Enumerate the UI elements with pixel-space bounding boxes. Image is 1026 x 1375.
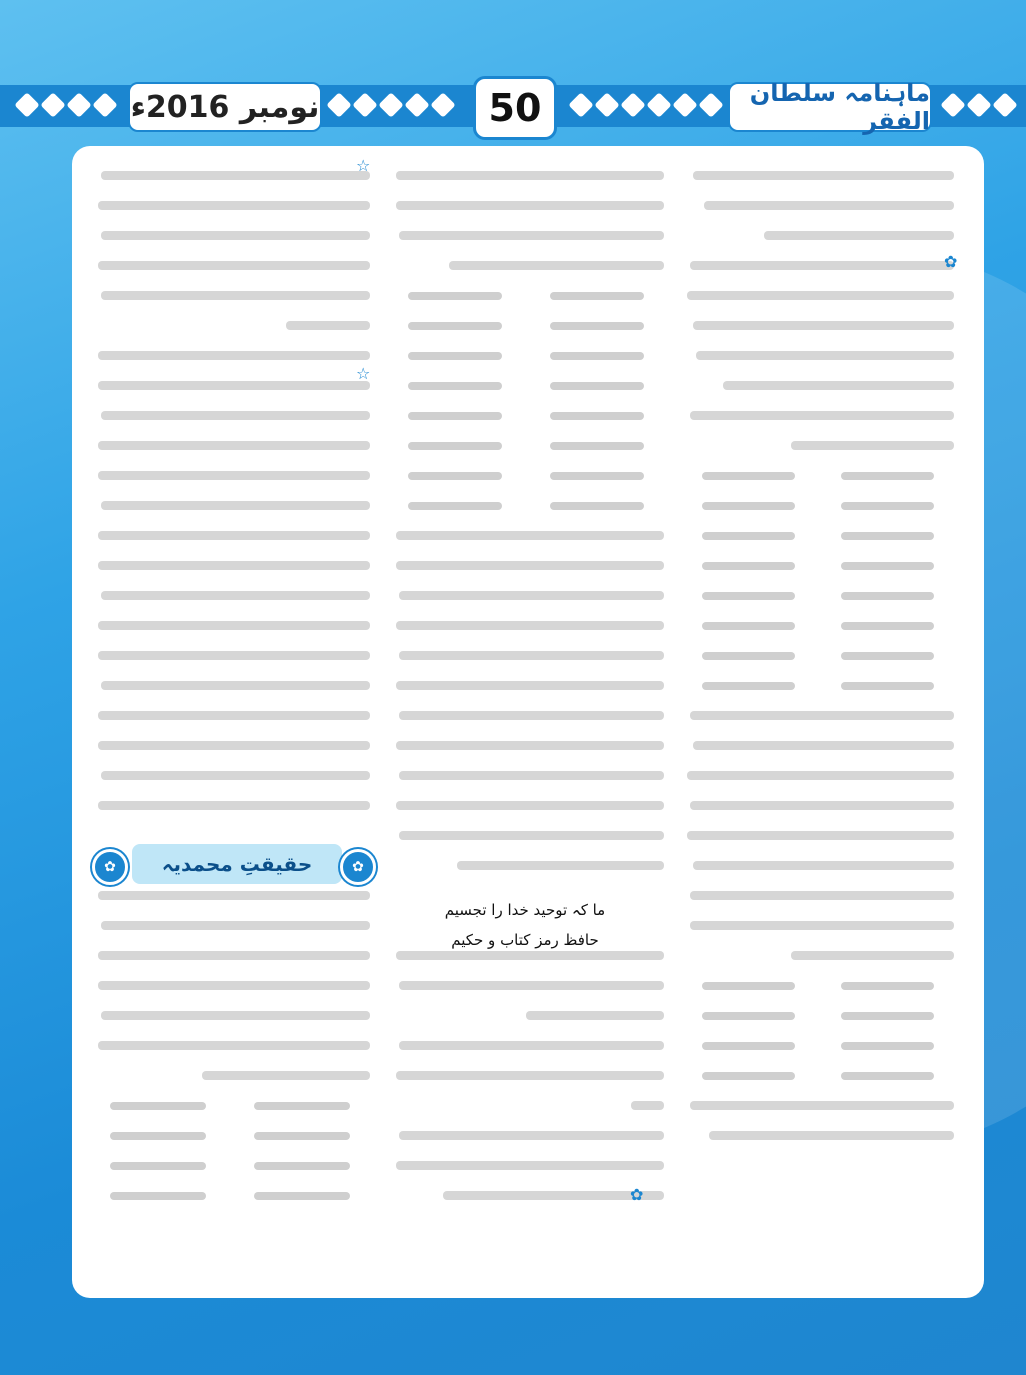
verse-line bbox=[388, 430, 664, 460]
text-line bbox=[388, 550, 664, 580]
verse-line bbox=[682, 670, 954, 700]
text-line bbox=[682, 370, 954, 400]
text-line bbox=[388, 790, 664, 820]
text-line bbox=[90, 1030, 370, 1060]
verse-line bbox=[682, 550, 954, 580]
text-line bbox=[682, 280, 954, 310]
flower-medallion-icon: ✿ bbox=[92, 849, 128, 885]
verse-line bbox=[90, 1090, 370, 1120]
verse-line bbox=[388, 460, 664, 490]
verse-line-1: ما کہ توحید خدا را تجسیم bbox=[444, 901, 606, 919]
text-line bbox=[682, 400, 954, 430]
flower-medallion-icon: ✿ bbox=[340, 849, 376, 885]
text-line bbox=[388, 670, 664, 700]
text-line bbox=[388, 1000, 664, 1030]
text-line bbox=[90, 250, 370, 280]
text-line bbox=[90, 970, 370, 1000]
text-line bbox=[388, 700, 664, 730]
verse-line bbox=[90, 1120, 370, 1150]
text-line bbox=[388, 160, 664, 190]
text-line bbox=[90, 370, 370, 400]
text-line bbox=[90, 670, 370, 700]
text-line bbox=[90, 340, 370, 370]
text-line bbox=[90, 730, 370, 760]
verse-line bbox=[682, 610, 954, 640]
text-line bbox=[682, 910, 954, 940]
text-line bbox=[682, 340, 954, 370]
text-column-right bbox=[682, 160, 954, 1150]
text-line bbox=[682, 790, 954, 820]
page-number: 50 bbox=[473, 76, 557, 140]
text-line bbox=[90, 280, 370, 310]
text-line bbox=[388, 1060, 664, 1090]
text-line bbox=[682, 730, 954, 760]
text-line bbox=[90, 220, 370, 250]
text-line bbox=[682, 430, 954, 460]
text-line bbox=[90, 580, 370, 610]
text-line bbox=[388, 1090, 664, 1120]
text-line bbox=[388, 1180, 664, 1210]
text-line bbox=[90, 400, 370, 430]
text-line bbox=[90, 160, 370, 190]
text-column-left bbox=[90, 160, 370, 1210]
flower-bullet-icon: ✿ bbox=[630, 1185, 644, 1204]
text-line bbox=[682, 190, 954, 220]
section-heading-label: حقیقتِ محمدیہ bbox=[132, 844, 342, 884]
verse-line bbox=[90, 1150, 370, 1180]
verse-line bbox=[682, 580, 954, 610]
text-line bbox=[90, 1000, 370, 1030]
verse-line bbox=[388, 310, 664, 340]
verse-line-2: حافظ رمز کتاب و حکیم bbox=[451, 931, 599, 949]
verse-line bbox=[682, 520, 954, 550]
text-line bbox=[90, 610, 370, 640]
verse-line bbox=[388, 400, 664, 430]
section-heading bbox=[92, 840, 382, 888]
text-line bbox=[90, 910, 370, 940]
text-line bbox=[388, 1030, 664, 1060]
verse-line bbox=[388, 370, 664, 400]
verse-line bbox=[388, 490, 664, 520]
magazine-title: ماہنامہ سلطان الفقر bbox=[728, 82, 932, 132]
text-line bbox=[388, 850, 664, 880]
text-line bbox=[682, 850, 954, 880]
verse-line bbox=[682, 490, 954, 520]
text-line bbox=[388, 580, 664, 610]
text-line bbox=[90, 700, 370, 730]
text-line bbox=[388, 190, 664, 220]
text-line bbox=[90, 940, 370, 970]
text-line bbox=[388, 220, 664, 250]
text-line bbox=[90, 490, 370, 520]
text-line bbox=[682, 700, 954, 730]
verse-line bbox=[388, 340, 664, 370]
text-line bbox=[90, 550, 370, 580]
text-line bbox=[682, 760, 954, 790]
text-line bbox=[90, 460, 370, 490]
text-line bbox=[682, 250, 954, 280]
text-line bbox=[90, 640, 370, 670]
text-line bbox=[90, 520, 370, 550]
flower-bullet-icon: ✿ bbox=[944, 252, 958, 271]
verse-couplet bbox=[400, 895, 650, 955]
text-line bbox=[90, 430, 370, 460]
text-line bbox=[682, 880, 954, 910]
text-line bbox=[682, 1090, 954, 1120]
verse-line bbox=[682, 640, 954, 670]
text-line bbox=[388, 970, 664, 1000]
star-bullet-icon: ☆ bbox=[356, 156, 371, 175]
text-line bbox=[682, 220, 954, 250]
text-line bbox=[682, 310, 954, 340]
text-line bbox=[682, 1120, 954, 1150]
text-line bbox=[388, 760, 664, 790]
verse-line bbox=[682, 1030, 954, 1060]
text-line bbox=[682, 160, 954, 190]
verse-line bbox=[682, 460, 954, 490]
text-line bbox=[388, 1120, 664, 1150]
text-line bbox=[388, 610, 664, 640]
text-column-middle bbox=[388, 160, 664, 1210]
verse-line bbox=[388, 280, 664, 310]
text-line bbox=[388, 640, 664, 670]
verse-line bbox=[90, 1180, 370, 1210]
text-line bbox=[388, 1150, 664, 1180]
text-line bbox=[388, 820, 664, 850]
text-line bbox=[90, 760, 370, 790]
text-line bbox=[388, 520, 664, 550]
verse-line bbox=[682, 970, 954, 1000]
text-line bbox=[388, 730, 664, 760]
text-line bbox=[90, 190, 370, 220]
text-line bbox=[90, 790, 370, 820]
verse-line bbox=[682, 1060, 954, 1090]
star-bullet-icon: ☆ bbox=[356, 364, 371, 383]
verse-line bbox=[682, 1000, 954, 1030]
text-line bbox=[388, 250, 664, 280]
text-line bbox=[682, 940, 954, 970]
issue-date: نومبر 2016ء bbox=[128, 82, 322, 132]
text-line bbox=[682, 820, 954, 850]
text-line bbox=[90, 1060, 370, 1090]
text-line bbox=[90, 310, 370, 340]
